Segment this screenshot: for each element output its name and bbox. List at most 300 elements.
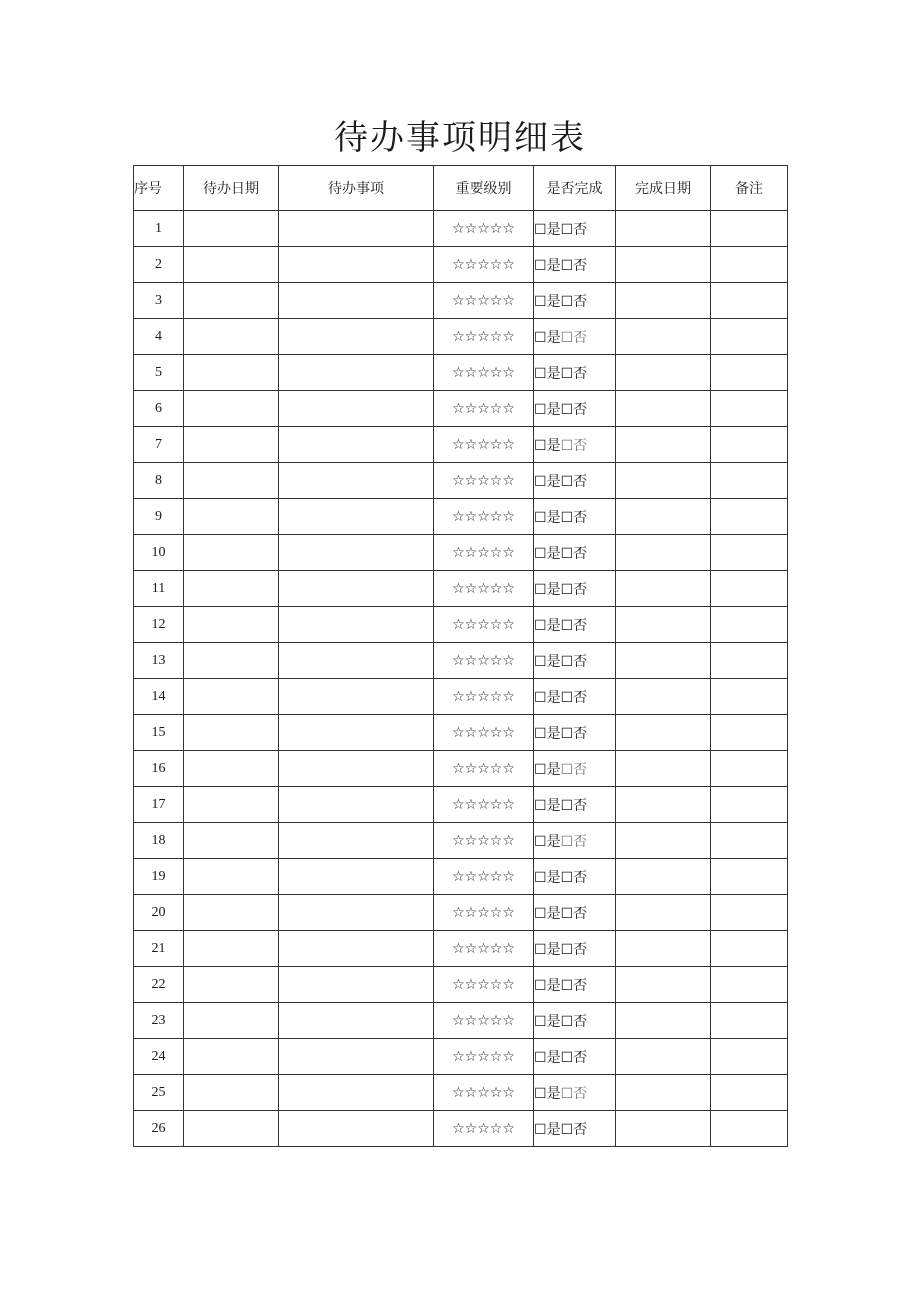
cell-note[interactable] (711, 1039, 788, 1075)
checkbox-no[interactable]: ☐ (560, 1085, 574, 1102)
header-row (134, 166, 788, 211)
cell-done-date[interactable] (616, 283, 711, 319)
cell-todo-date[interactable] (184, 823, 279, 859)
cell-todo-item[interactable] (279, 211, 434, 247)
checkbox-yes[interactable]: ☐ (534, 1085, 547, 1102)
cell-note[interactable] (711, 679, 788, 715)
cell-todo-date[interactable] (184, 391, 279, 427)
row-number: 16 (134, 751, 184, 787)
row-number: 21 (134, 931, 184, 967)
row-number: 24 (134, 1039, 184, 1075)
checkbox-yes[interactable]: ☐ (534, 221, 547, 238)
completion-cell (534, 1075, 616, 1111)
cell-todo-item[interactable] (279, 1111, 434, 1147)
importance-stars[interactable]: ☆☆☆☆☆ (434, 859, 534, 895)
table-row (134, 211, 788, 247)
cell-todo-date[interactable] (184, 319, 279, 355)
checkbox-no[interactable]: ☐ (560, 689, 574, 706)
label-no: 否 (573, 1085, 588, 1102)
cell-note[interactable] (711, 283, 788, 319)
row-number: 13 (134, 643, 184, 679)
checkbox-yes[interactable]: ☐ (534, 689, 547, 706)
checkbox-no[interactable]: ☐ (560, 581, 574, 598)
importance-stars[interactable]: ☆☆☆☆☆ (434, 499, 534, 535)
checkbox-yes[interactable]: ☐ (534, 1013, 547, 1030)
table-row (134, 1039, 788, 1075)
label-yes: 是 (546, 617, 561, 634)
label-no: 否 (573, 221, 588, 238)
importance-stars[interactable]: ☆☆☆☆☆ (434, 1075, 534, 1111)
cell-note[interactable] (711, 643, 788, 679)
completion-cell (534, 319, 616, 355)
cell-todo-item[interactable] (279, 1003, 434, 1039)
importance-stars[interactable]: ☆☆☆☆☆ (434, 751, 534, 787)
row-number: 22 (134, 967, 184, 1003)
table-row (134, 643, 788, 679)
checkbox-yes[interactable]: ☐ (534, 725, 547, 742)
cell-todo-item[interactable] (279, 535, 434, 571)
table-row (134, 823, 788, 859)
label-no: 否 (573, 473, 588, 490)
table-row (134, 895, 788, 931)
checkbox-no[interactable]: ☐ (560, 257, 574, 274)
importance-stars[interactable]: ☆☆☆☆☆ (434, 787, 534, 823)
checkbox-yes[interactable]: ☐ (534, 545, 547, 562)
table-row (134, 787, 788, 823)
label-no: 否 (573, 941, 588, 958)
cell-done-date[interactable] (616, 679, 711, 715)
completion-cell (534, 679, 616, 715)
cell-todo-date[interactable] (184, 283, 279, 319)
cell-note[interactable] (711, 571, 788, 607)
cell-done-date[interactable] (616, 1039, 711, 1075)
cell-todo-item[interactable] (279, 895, 434, 931)
checkbox-no[interactable]: ☐ (560, 473, 574, 490)
importance-stars[interactable]: ☆☆☆☆☆ (434, 463, 534, 499)
checkbox-yes[interactable]: ☐ (534, 797, 547, 814)
checkbox-yes[interactable]: ☐ (534, 473, 547, 490)
header-note: 备注 (711, 166, 788, 211)
completion-cell (534, 859, 616, 895)
label-yes: 是 (546, 1085, 561, 1102)
checkbox-no[interactable]: ☐ (560, 653, 574, 670)
table-row (134, 535, 788, 571)
table-row (134, 1003, 788, 1039)
cell-note[interactable] (711, 247, 788, 283)
checkbox-no[interactable]: ☐ (560, 437, 574, 454)
cell-done-date[interactable] (616, 715, 711, 751)
cell-todo-date[interactable] (184, 859, 279, 895)
label-no: 否 (573, 905, 588, 922)
row-number: 3 (134, 283, 184, 319)
completion-cell (534, 355, 616, 391)
header-done-date: 完成日期 (616, 166, 711, 211)
label-yes: 是 (546, 473, 561, 490)
header-done: 是否完成 (534, 166, 616, 211)
cell-done-date[interactable] (616, 571, 711, 607)
header-date: 待办日期 (184, 166, 279, 211)
cell-note[interactable] (711, 607, 788, 643)
cell-todo-item[interactable] (279, 319, 434, 355)
label-yes: 是 (546, 545, 561, 562)
checkbox-no[interactable]: ☐ (560, 545, 574, 562)
cell-done-date[interactable] (616, 427, 711, 463)
cell-done-date[interactable] (616, 1075, 711, 1111)
checkbox-yes[interactable]: ☐ (534, 437, 547, 454)
label-yes: 是 (546, 941, 561, 958)
row-number: 20 (134, 895, 184, 931)
checkbox-no[interactable]: ☐ (560, 977, 574, 994)
table-row (134, 355, 788, 391)
cell-done-date[interactable] (616, 391, 711, 427)
cell-done-date[interactable] (616, 787, 711, 823)
header-item: 待办事项 (279, 166, 434, 211)
row-number: 15 (134, 715, 184, 751)
label-yes: 是 (546, 437, 561, 454)
importance-stars[interactable]: ☆☆☆☆☆ (434, 535, 534, 571)
label-no: 否 (573, 689, 588, 706)
table-row (134, 499, 788, 535)
cell-todo-date[interactable] (184, 967, 279, 1003)
label-yes: 是 (546, 509, 561, 526)
importance-stars[interactable]: ☆☆☆☆☆ (434, 679, 534, 715)
row-number: 17 (134, 787, 184, 823)
cell-todo-item[interactable] (279, 1075, 434, 1111)
table-row (134, 427, 788, 463)
completion-cell (534, 751, 616, 787)
row-number: 18 (134, 823, 184, 859)
completion-cell (534, 607, 616, 643)
label-no: 否 (573, 869, 588, 886)
cell-note[interactable] (711, 823, 788, 859)
checkbox-no[interactable]: ☐ (560, 797, 574, 814)
checkbox-no[interactable]: ☐ (560, 401, 574, 418)
table-row (134, 679, 788, 715)
table-row (134, 283, 788, 319)
label-yes: 是 (546, 581, 561, 598)
cell-todo-date[interactable] (184, 355, 279, 391)
importance-stars[interactable]: ☆☆☆☆☆ (434, 319, 534, 355)
cell-done-date[interactable] (616, 1003, 711, 1039)
row-number: 10 (134, 535, 184, 571)
cell-done-date[interactable] (616, 859, 711, 895)
cell-done-date[interactable] (616, 607, 711, 643)
label-no: 否 (573, 725, 588, 742)
cell-todo-item[interactable] (279, 715, 434, 751)
label-no: 否 (573, 545, 588, 562)
row-number: 19 (134, 859, 184, 895)
checkbox-no[interactable]: ☐ (560, 1121, 574, 1138)
row-number: 2 (134, 247, 184, 283)
cell-done-date[interactable] (616, 211, 711, 247)
cell-done-date[interactable] (616, 319, 711, 355)
cell-todo-date[interactable] (184, 931, 279, 967)
checkbox-yes[interactable]: ☐ (534, 977, 547, 994)
cell-note[interactable] (711, 1003, 788, 1039)
checkbox-yes[interactable]: ☐ (534, 905, 547, 922)
label-no: 否 (573, 617, 588, 634)
checkbox-yes[interactable]: ☐ (534, 869, 547, 886)
label-no: 否 (573, 401, 588, 418)
cell-done-date[interactable] (616, 751, 711, 787)
cell-note[interactable] (711, 787, 788, 823)
cell-todo-date[interactable] (184, 643, 279, 679)
cell-todo-date[interactable] (184, 1075, 279, 1111)
cell-todo-item[interactable] (279, 787, 434, 823)
cell-done-date[interactable] (616, 499, 711, 535)
row-number: 4 (134, 319, 184, 355)
importance-stars[interactable]: ☆☆☆☆☆ (434, 211, 534, 247)
cell-note[interactable] (711, 319, 788, 355)
cell-todo-date[interactable] (184, 607, 279, 643)
checkbox-yes[interactable]: ☐ (534, 581, 547, 598)
checkbox-no[interactable]: ☐ (560, 221, 574, 238)
checkbox-yes[interactable]: ☐ (534, 653, 547, 670)
cell-todo-date[interactable] (184, 679, 279, 715)
cell-todo-date[interactable] (184, 571, 279, 607)
cell-done-date[interactable] (616, 535, 711, 571)
checkbox-no[interactable]: ☐ (560, 1049, 574, 1066)
cell-done-date[interactable] (616, 463, 711, 499)
completion-cell (534, 283, 616, 319)
row-number: 9 (134, 499, 184, 535)
table-row (134, 715, 788, 751)
todo-table (133, 165, 788, 1147)
label-no: 否 (573, 509, 588, 526)
table-row (134, 967, 788, 1003)
importance-stars[interactable]: ☆☆☆☆☆ (434, 247, 534, 283)
label-yes: 是 (546, 761, 561, 778)
checkbox-no[interactable]: ☐ (560, 329, 574, 346)
importance-stars[interactable]: ☆☆☆☆☆ (434, 427, 534, 463)
label-no: 否 (573, 761, 588, 778)
cell-note[interactable] (711, 463, 788, 499)
cell-todo-date[interactable] (184, 1039, 279, 1075)
label-yes: 是 (546, 293, 561, 310)
label-yes: 是 (546, 221, 561, 238)
row-number: 7 (134, 427, 184, 463)
checkbox-yes[interactable]: ☐ (534, 329, 547, 346)
cell-done-date[interactable] (616, 895, 711, 931)
checkbox-no[interactable]: ☐ (560, 293, 574, 310)
cell-todo-item[interactable] (279, 355, 434, 391)
cell-todo-item[interactable] (279, 859, 434, 895)
checkbox-yes[interactable]: ☐ (534, 293, 547, 310)
cell-note[interactable] (711, 1111, 788, 1147)
checkbox-yes[interactable]: ☐ (534, 509, 547, 526)
cell-todo-item[interactable] (279, 931, 434, 967)
importance-stars[interactable]: ☆☆☆☆☆ (434, 571, 534, 607)
cell-done-date[interactable] (616, 967, 711, 1003)
label-yes: 是 (546, 1121, 561, 1138)
cell-note[interactable] (711, 535, 788, 571)
cell-todo-date[interactable] (184, 787, 279, 823)
completion-cell (534, 247, 616, 283)
cell-todo-date[interactable] (184, 1003, 279, 1039)
cell-todo-date[interactable] (184, 247, 279, 283)
cell-todo-date[interactable] (184, 499, 279, 535)
completion-cell (534, 571, 616, 607)
cell-note[interactable] (711, 391, 788, 427)
checkbox-yes[interactable]: ☐ (534, 257, 547, 274)
cell-todo-date[interactable] (184, 895, 279, 931)
cell-todo-item[interactable] (279, 1039, 434, 1075)
importance-stars[interactable]: ☆☆☆☆☆ (434, 283, 534, 319)
label-no: 否 (573, 833, 588, 850)
importance-stars[interactable]: ☆☆☆☆☆ (434, 643, 534, 679)
cell-todo-item[interactable] (279, 751, 434, 787)
table-row (134, 571, 788, 607)
cell-todo-item[interactable] (279, 499, 434, 535)
importance-stars[interactable]: ☆☆☆☆☆ (434, 823, 534, 859)
cell-todo-item[interactable] (279, 607, 434, 643)
cell-done-date[interactable] (616, 823, 711, 859)
row-number: 1 (134, 211, 184, 247)
cell-todo-item[interactable] (279, 643, 434, 679)
cell-todo-item[interactable] (279, 679, 434, 715)
label-yes: 是 (546, 365, 561, 382)
completion-cell (534, 823, 616, 859)
checkbox-yes[interactable]: ☐ (534, 761, 547, 778)
completion-cell (534, 895, 616, 931)
table-row (134, 463, 788, 499)
cell-todo-item[interactable] (279, 247, 434, 283)
label-yes: 是 (546, 869, 561, 886)
label-yes: 是 (546, 1013, 561, 1030)
cell-done-date[interactable] (616, 931, 711, 967)
label-yes: 是 (546, 905, 561, 922)
label-no: 否 (573, 977, 588, 994)
cell-todo-date[interactable] (184, 463, 279, 499)
cell-note[interactable] (711, 931, 788, 967)
checkbox-no[interactable]: ☐ (560, 869, 574, 886)
checkbox-no[interactable]: ☐ (560, 905, 574, 922)
row-number: 26 (134, 1111, 184, 1147)
checkbox-no[interactable]: ☐ (560, 1013, 574, 1030)
completion-cell (534, 787, 616, 823)
row-number: 6 (134, 391, 184, 427)
cell-note[interactable] (711, 1075, 788, 1111)
table-body (134, 211, 788, 1147)
table-row (134, 859, 788, 895)
table-row (134, 751, 788, 787)
cell-done-date[interactable] (616, 355, 711, 391)
completion-cell (534, 463, 616, 499)
cell-todo-item[interactable] (279, 967, 434, 1003)
checkbox-no[interactable]: ☐ (560, 509, 574, 526)
label-no: 否 (573, 293, 588, 310)
completion-cell (534, 643, 616, 679)
label-yes: 是 (546, 1049, 561, 1066)
table-row (134, 1075, 788, 1111)
importance-stars[interactable]: ☆☆☆☆☆ (434, 895, 534, 931)
cell-note[interactable] (711, 427, 788, 463)
cell-todo-date[interactable] (184, 211, 279, 247)
importance-stars[interactable]: ☆☆☆☆☆ (434, 715, 534, 751)
row-number: 25 (134, 1075, 184, 1111)
importance-stars[interactable]: ☆☆☆☆☆ (434, 391, 534, 427)
importance-stars[interactable]: ☆☆☆☆☆ (434, 967, 534, 1003)
checkbox-no[interactable]: ☐ (560, 725, 574, 742)
checkbox-yes[interactable]: ☐ (534, 401, 547, 418)
cell-todo-item[interactable] (279, 571, 434, 607)
cell-note[interactable] (711, 499, 788, 535)
cell-todo-date[interactable] (184, 427, 279, 463)
cell-todo-item[interactable] (279, 391, 434, 427)
cell-note[interactable] (711, 751, 788, 787)
checkbox-yes[interactable]: ☐ (534, 833, 547, 850)
importance-stars[interactable]: ☆☆☆☆☆ (434, 1003, 534, 1039)
cell-done-date[interactable] (616, 643, 711, 679)
header-level: 重要级别 (434, 166, 534, 211)
cell-note[interactable] (711, 895, 788, 931)
cell-todo-item[interactable] (279, 463, 434, 499)
checkbox-yes[interactable]: ☐ (534, 1121, 547, 1138)
row-number: 5 (134, 355, 184, 391)
cell-todo-item[interactable] (279, 283, 434, 319)
checkbox-no[interactable]: ☐ (560, 617, 574, 634)
label-no: 否 (573, 365, 588, 382)
checkbox-yes[interactable]: ☐ (534, 617, 547, 634)
table-row (134, 319, 788, 355)
label-no: 否 (573, 653, 588, 670)
row-number: 11 (134, 571, 184, 607)
importance-stars[interactable]: ☆☆☆☆☆ (434, 1111, 534, 1147)
cell-done-date[interactable] (616, 247, 711, 283)
cell-note[interactable] (711, 355, 788, 391)
cell-todo-item[interactable] (279, 823, 434, 859)
cell-note[interactable] (711, 715, 788, 751)
cell-todo-date[interactable] (184, 751, 279, 787)
checkbox-no[interactable]: ☐ (560, 941, 574, 958)
label-no: 否 (573, 1013, 588, 1030)
completion-cell (534, 1039, 616, 1075)
cell-note[interactable] (711, 859, 788, 895)
label-no: 否 (573, 329, 588, 346)
cell-note[interactable] (711, 967, 788, 1003)
label-no: 否 (573, 1049, 588, 1066)
importance-stars[interactable]: ☆☆☆☆☆ (434, 607, 534, 643)
checkbox-yes[interactable]: ☐ (534, 365, 547, 382)
cell-todo-date[interactable] (184, 535, 279, 571)
importance-stars[interactable]: ☆☆☆☆☆ (434, 931, 534, 967)
page-title: 待办事项明细表 (334, 118, 586, 158)
checkbox-no[interactable]: ☐ (560, 761, 574, 778)
importance-stars[interactable]: ☆☆☆☆☆ (434, 1039, 534, 1075)
table-row (134, 247, 788, 283)
cell-todo-item[interactable] (279, 427, 434, 463)
checkbox-no[interactable]: ☐ (560, 833, 574, 850)
importance-stars[interactable]: ☆☆☆☆☆ (434, 355, 534, 391)
cell-note[interactable] (711, 211, 788, 247)
completion-cell (534, 427, 616, 463)
completion-cell (534, 1111, 616, 1147)
cell-todo-date[interactable] (184, 715, 279, 751)
completion-cell (534, 211, 616, 247)
cell-done-date[interactable] (616, 1111, 711, 1147)
label-yes: 是 (546, 725, 561, 742)
label-yes: 是 (546, 833, 561, 850)
table-row (134, 607, 788, 643)
row-number: 23 (134, 1003, 184, 1039)
completion-cell (534, 499, 616, 535)
checkbox-no[interactable]: ☐ (560, 365, 574, 382)
checkbox-yes[interactable]: ☐ (534, 1049, 547, 1066)
completion-cell (534, 1003, 616, 1039)
checkbox-yes[interactable]: ☐ (534, 941, 547, 958)
table-row (134, 1111, 788, 1147)
cell-todo-date[interactable] (184, 1111, 279, 1147)
